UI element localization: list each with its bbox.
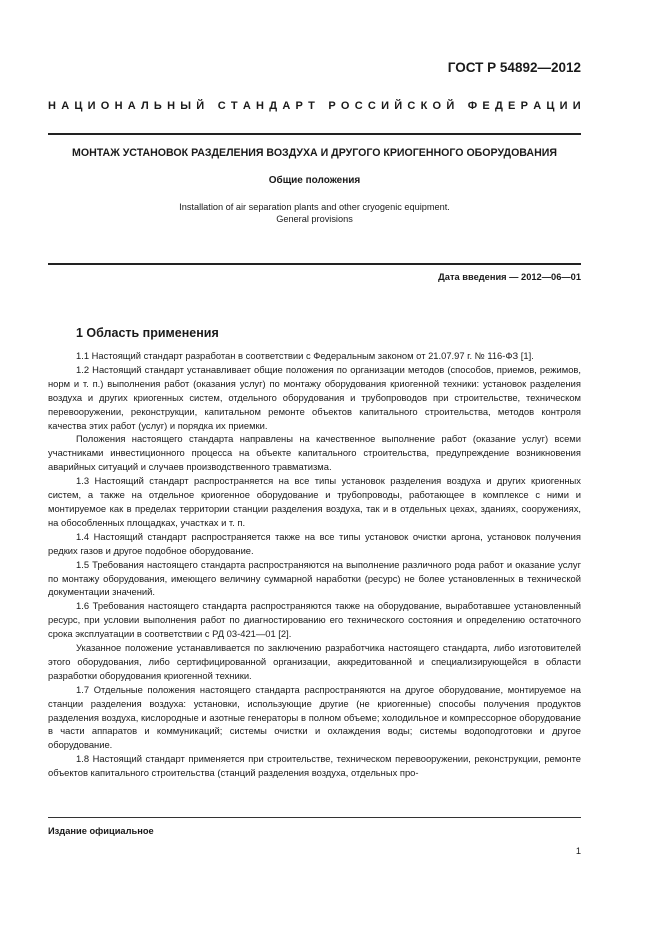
banner-letter: Ц	[546, 100, 555, 112]
banner-letter: Р	[328, 100, 336, 112]
banner-letter: Е	[482, 100, 490, 112]
banner-letter: Д	[269, 100, 278, 112]
banner-letter: С	[217, 100, 226, 112]
page-number: 1	[575, 846, 581, 856]
banner-letter: Р	[295, 100, 303, 112]
english-title-line: Installation of air separation plants and other cryogenic equipment.	[179, 202, 450, 212]
paragraph: Указанное положение устанавливается по заключению разработчика настоящего стандарта, либо изготовителей этого оборудования, либо сертифицированной организации, аккредитованной и специализирующейся в области разработки оборудования криогенной техники.	[48, 642, 581, 681]
banner-letter: Т	[308, 100, 315, 112]
banner-letter: Ф	[467, 100, 478, 112]
banner-letter: К	[420, 100, 428, 112]
paragraph: 1.5 Требования настоящего стандарта распространяются на выполнение различного рода работ и оказание услуг по монтажу оборудования, имеющего величину суммарной наработки (ресурс) не более установленных в технической документации значений.	[48, 558, 581, 598]
banner-letter: С	[407, 100, 416, 112]
document-subtitle: Общие положения	[268, 175, 361, 186]
banner-letter: С	[354, 100, 363, 112]
national-standard-banner	[48, 100, 581, 112]
paragraph: 1.6 Требования настоящего стандарта распространяются также на оборудование, выработавшее установленный ресурс, при условии выполнения работ по диагностированию его технического состояния и определению остаточного срока эксплуатации в соответствии с РД 03-421—01 [2].	[48, 600, 581, 640]
paragraph: 1.1 Настоящий стандарт разработан в соответствии с Федеральным законом от 21.07.97 г. № 116-ФЗ [1].	[76, 350, 534, 361]
paragraph: 1.4 Настоящий стандарт распространяется также на все типы установок очистки аргона, установок получения редких газов и другое подобное оборудование.	[48, 530, 581, 556]
banner-word-gap	[209, 100, 212, 112]
document-title: МОНТАЖ УСТАНОВОК РАЗДЕЛЕНИЯ ВОЗДУХА И ДРУГОГО КРИОГЕННОГО ОБОРУДОВАНИЯ	[72, 147, 557, 159]
section-body	[48, 349, 581, 780]
banner-letter: Н	[48, 100, 56, 112]
banner-letter: Н	[114, 100, 123, 112]
banner-letter: Н	[167, 100, 176, 112]
paragraph: 1.3 Настоящий стандарт распространяется на все типы установок разделения воздуха и других криогенных систем, а также на отдельное криогенное оборудование и трубопроводы, работающее в комплексе с ними и монтируемое как в пределах территории станции разделения воздуха, так и в отдельных цехах, зданиях, сооружениях, на обособленных площадках, участках и т. п.	[48, 475, 581, 528]
banner-letter: А	[533, 100, 542, 112]
paragraph: 1.7 Отдельные положения настоящего стандарта распространяются на другое оборудование, монтируемое на станции разделения воздуха: установки, использующие другие (не криогенные) способы получения продуктов разделения воздуха, кислородные и азотные генераторы в полном объеме; холодильное и компрессорное оборудование в части аппаратов и коммуникаций; системы очистки и охлаждения воды; системы водоподготовки и другое оборудование.	[48, 683, 581, 751]
english-title	[48, 201, 581, 225]
banner-letter: Р	[520, 100, 528, 112]
banner-letter: И	[381, 100, 389, 112]
paragraph: Положения настоящего стандарта направлены на качественное выполнение работ (оказание услуг) всеми участниками инвестиционного процесса на объекте капитального строительства, предупреждение возникновения аварийных ситуаций и случаев производственного травматизма.	[48, 433, 581, 473]
banner-letter: И	[87, 100, 96, 112]
banner-letter: И	[559, 100, 568, 112]
edition-label: Издание официальное	[48, 826, 154, 836]
title-rule	[48, 263, 581, 265]
banner-letter: О	[340, 100, 350, 112]
header-rule	[48, 133, 581, 135]
banner-letter: Й	[394, 100, 403, 112]
banner-letter: С	[367, 100, 376, 112]
paragraph: 1.8 Настоящий стандарт применяется при строительстве, техническом перевооружении, реконструкции, ремонте объектов капитального строительства (станций разделения воздуха, отдельных про-	[48, 753, 581, 779]
banner-letter: Д	[494, 100, 503, 112]
banner-letter: Ь	[153, 100, 162, 112]
introduction-date: Дата введения — 2012—06—01	[438, 272, 581, 282]
banner-word-gap	[320, 100, 323, 112]
banner-letter: А	[127, 100, 136, 112]
banner-letter: Т	[230, 100, 238, 112]
banner-letter: Е	[508, 100, 516, 112]
footer-rule	[48, 817, 581, 818]
paragraph: 1.2 Настоящий стандарт устанавливает общие положения по организации методов (способов, приемов, режимов, норм и т. п.) выполнения работ (оказания услуг) по монтажу оборудования криогенной техники: установок разделения воздуха и других криогенных систем, отдельного оборудования и трубопроводов при строительстве, техническом перевооружении, реконструкции, капитальном ремонте объектов капитального строительства, методов контроля качества этих работ (услуг) и порядка их приемки.	[48, 363, 581, 431]
banner-word-gap	[459, 100, 462, 112]
banner-letter: Й	[196, 100, 205, 112]
banner-letter: Й	[446, 100, 455, 112]
banner-letter: А	[61, 100, 70, 112]
banner-letter: Ц	[74, 100, 83, 112]
banner-letter: Н	[256, 100, 264, 112]
banner-letter: О	[100, 100, 110, 112]
english-title-line: General provisions	[276, 214, 353, 224]
banner-letter: А	[282, 100, 291, 112]
banner-letter: О	[432, 100, 442, 112]
banner-letter: И	[572, 100, 581, 112]
banner-letter: Ы	[180, 100, 192, 112]
banner-letter: А	[242, 100, 251, 112]
standard-number: ГОСТ Р 54892—2012	[447, 60, 581, 75]
banner-letter: Л	[140, 100, 149, 112]
section-heading: 1 Область применения	[76, 326, 219, 340]
